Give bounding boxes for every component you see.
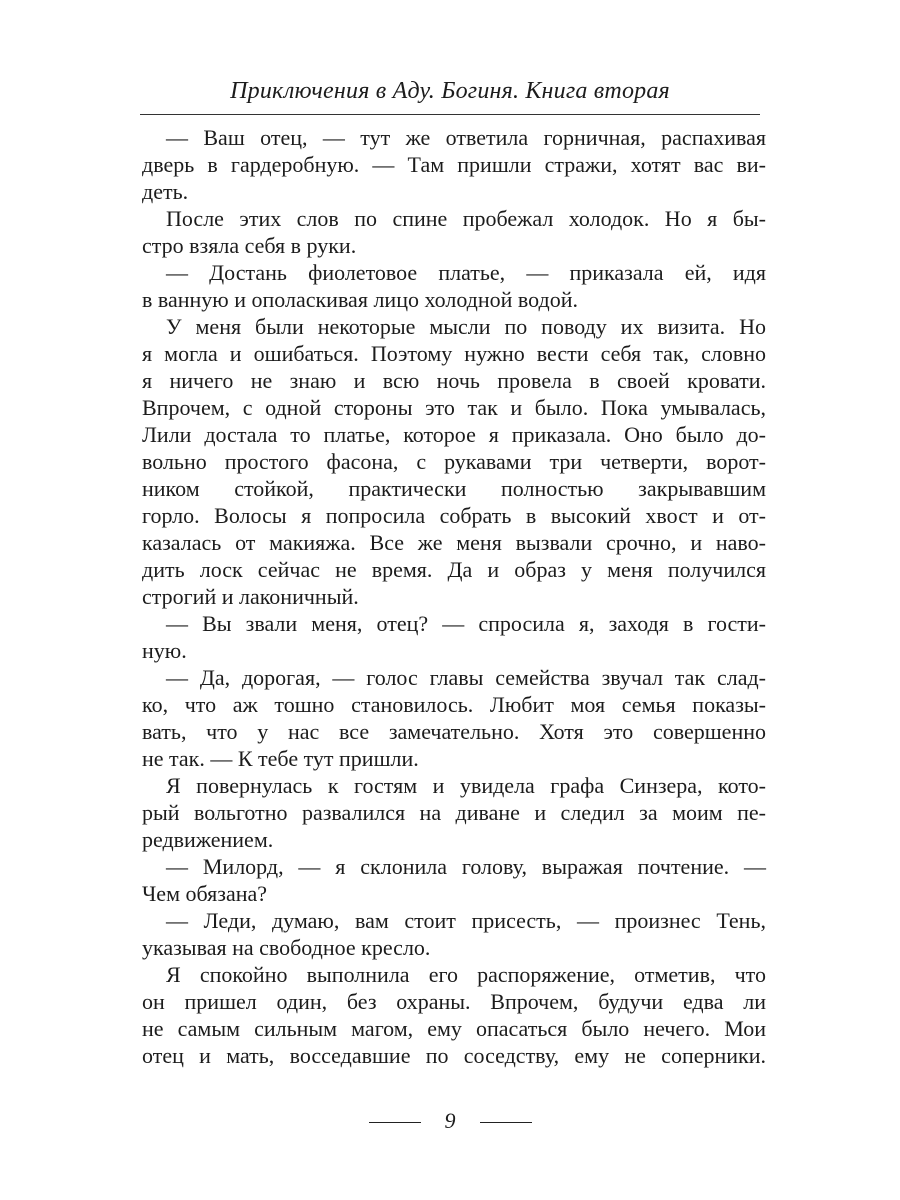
text-line: горло. Волосы я попросила собрать в высокий хвост и от- (142, 503, 766, 528)
running-title: Приключения в Аду. Богиня. Книга вторая (230, 78, 670, 104)
text-line: вать, что у нас все замечательно. Хотя это совершенно (142, 719, 766, 744)
text-line: деть. (142, 179, 189, 204)
text-line: После этих слов по спине пробежал холодок. Но я бы- (166, 206, 766, 231)
text-line: редвижением. (142, 827, 274, 852)
text-line: Чем обязана? (142, 881, 268, 906)
text-line: — Достань фиолетовое платье, — приказала ей, идя (166, 260, 766, 285)
text-line: — Вы звали меня, отец? — спросила я, заходя в гости- (166, 611, 766, 636)
text-line: — Да, дорогая, — голос главы семейства звучал так слад- (166, 665, 766, 690)
text-line: отец и мать, восседавшие по соседству, ему не соперники. (142, 1043, 766, 1068)
text-line: я могла и ошибаться. Поэтому нужно вести себя так, словно (142, 341, 766, 366)
text-line: дверь в гардеробную. — Там пришли стражи, хотят вас ви- (142, 152, 766, 177)
text-line: указывая на свободное кресло. (142, 935, 431, 960)
text-line: рый вольготно развалился на диване и следил за моим пе- (142, 800, 766, 825)
page-footer (0, 1108, 900, 1134)
text-line: строгий и лаконичный. (142, 584, 359, 609)
text-line: он пришел один, без охраны. Впрочем, будучи едва ли (142, 989, 766, 1014)
text-line: Я спокойно выполнила его распоряжение, отметив, что (166, 962, 766, 987)
text-line: не так. — К тебе тут пришли. (142, 746, 419, 771)
body-text (142, 124, 766, 1069)
text-line: У меня были некоторые мысли по поводу их визита. Но (166, 314, 766, 339)
text-line: — Милорд, — я склонила голову, выражая почтение. — (166, 854, 766, 879)
folio-dash-left (369, 1122, 421, 1123)
text-line: дить лоск сейчас не время. Да и образ у меня получился (142, 557, 766, 582)
page-number: 9 (444, 1108, 456, 1133)
text-line: вольно простого фасона, с рукавами три четверти, ворот- (142, 449, 766, 474)
text-line: Лили достала то платье, которое я приказала. Оно было до- (142, 422, 766, 447)
text-line: — Леди, думаю, вам стоит присесть, — произнес Тень, (166, 908, 766, 933)
text-line: Я повернулась к гостям и увидела графа Синзера, кото- (166, 773, 766, 798)
text-line: ко, что аж тошно становилось. Любит моя семья показы- (142, 692, 766, 717)
text-line: Впрочем, с одной стороны это так и было. Пока умывалась, (142, 395, 766, 420)
text-line: в ванную и ополаскивая лицо холодной водой. (142, 287, 578, 312)
text-line: казалась от макияжа. Все же меня вызвали срочно, и наво- (142, 530, 766, 555)
header-rule (140, 114, 760, 115)
text-line: ником стойкой, практически полностью закрывавшим (142, 476, 766, 501)
folio-dash-right (480, 1122, 532, 1123)
text-line: не самым сильным магом, ему опасаться было нечего. Мои (142, 1016, 766, 1041)
text-line: ную. (142, 638, 187, 663)
text-line: стро взяла себя в руки. (142, 233, 357, 258)
text-line: я ничего не знаю и всю ночь провела в своей кровати. (142, 368, 766, 393)
text-line: — Ваш отец, — тут же ответила горничная, распахивая (166, 125, 766, 150)
